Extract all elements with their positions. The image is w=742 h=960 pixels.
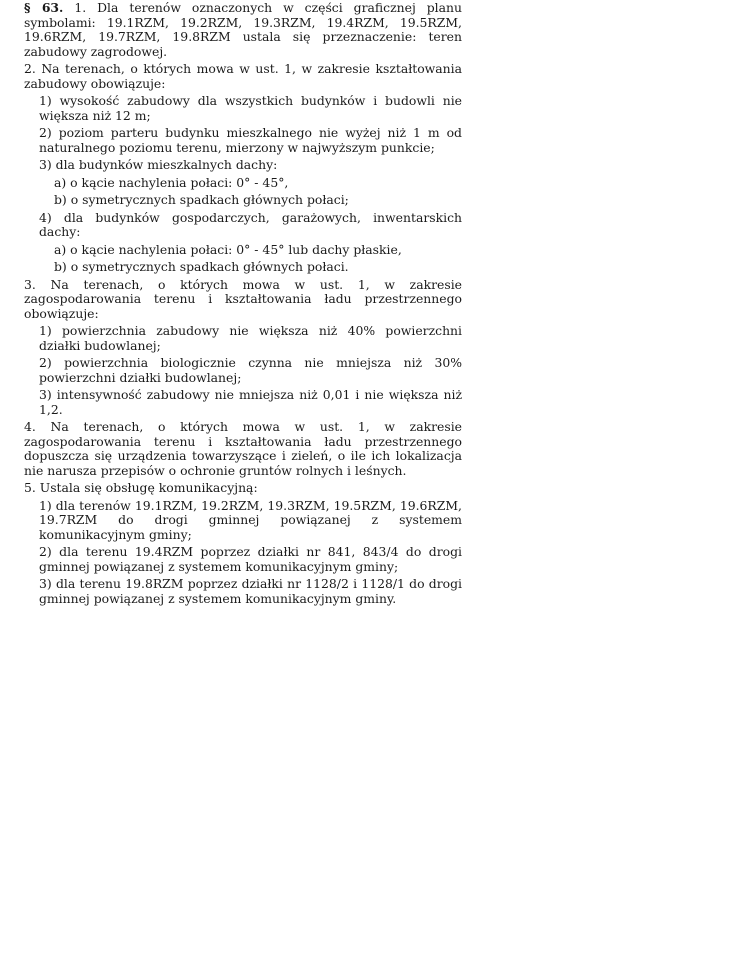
paragraph-3-intro: 3. Na terenach, o których mowa w ust. 1, w zakresie zagospodarowania terenu i kształtowania ładu przestrzennego obowiązuje: [24,276,462,321]
paragraph-5-item-3: 3) dla terenu 19.8RZM poprzez działki nr 1128/2 i 1128/1 do drogi gminnej powiązanej z systemem komunikacyjnym gminy. [39,576,462,606]
paragraph-2-item-4a: a) o kącie nachylenia połaci: 0° - 45° lub dachy płaskie, [54,241,402,257]
paragraph-2-item-3a: a) o kącie nachylenia połaci: 0° - 45°, [54,174,289,190]
paragraph-2-intro: 2. Na terenach, o których mowa w ust. 1, w zakresie kształtowania zabudowy obowiązuje: [24,61,462,91]
paragraph-3-item-2: 2) powierzchnia biologicznie czynna nie mniejsza niż 30% powierzchni działki budowlanej; [39,355,462,385]
paragraph-5-item-2: 2) dla terenu 19.4RZM poprzez działki nr 841, 843/4 do drogi gminnej powiązanej z systemem komunikacyjnym gminy; [39,544,462,574]
paragraph-4: 4. Na terenach, o których mowa w ust. 1, w zakresie zagospodarowania terenu i kształtowania ładu przestrzennego dopuszcza się urządzenia towarzyszące i zieleń, o ile ich lokalizacja nie narusza przepisów o ochronie gruntów rolnych i leśnych. [24,419,462,478]
paragraph-5-intro: 5. Ustala się obsługę komunikacyjną: [24,480,258,495]
paragraph-3-item-1: 1) powierzchnia zabudowy nie większa niż 40% powierzchni działki budowlanej; [39,323,462,353]
paragraph-2-item-4: 4) dla budynków gospodarczych, garażowych, inwentarskich dachy: [39,209,462,239]
document-body [24,1,462,609]
paragraph-2-item-3b: b) o symetrycznych spadkach głównych połaci; [54,192,349,207]
paragraph-1-text: 1. Dla terenów oznaczonych w części graficznej planu symbolami: 19.1RZM, 19.2RZM, 19.3RZM, 19.4RZM, 19.5RZM, 19.6RZM, 19.7RZM, 19.8RZM ustala się przeznaczenie: teren zabudowy zagrodowej. [24,0,462,59]
paragraph-2-item-1: 1) wysokość zabudowy dla wszystkich budynków i budowli nie większa niż 12 m; [39,93,462,123]
paragraph-2-item-4b: b) o symetrycznych spadkach głównych połaci. [54,259,349,274]
paragraph-2-item-2: 2) poziom parteru budynku mieszkalnego nie wyżej niż 1 m od naturalnego poziomu terenu, mierzony w najwyższym punkcie; [39,125,462,155]
paragraph-3-item-3: 3) intensywność zabudowy nie mniejsza niż 0,01 i nie większa niż 1,2. [39,387,462,417]
paragraph-1 [24,1,462,59]
paragraph-5-item-1: 1) dla terenów 19.1RZM, 19.2RZM, 19.3RZM, 19.5RZM, 19.6RZM, 19.7RZM do drogi gminnej powiązanej z systemem komunikacyjnym gminy; [39,497,462,542]
paragraph-2-item-3: 3) dla budynków mieszkalnych dachy: [39,157,278,172]
section-mark: § 63. [24,0,64,15]
